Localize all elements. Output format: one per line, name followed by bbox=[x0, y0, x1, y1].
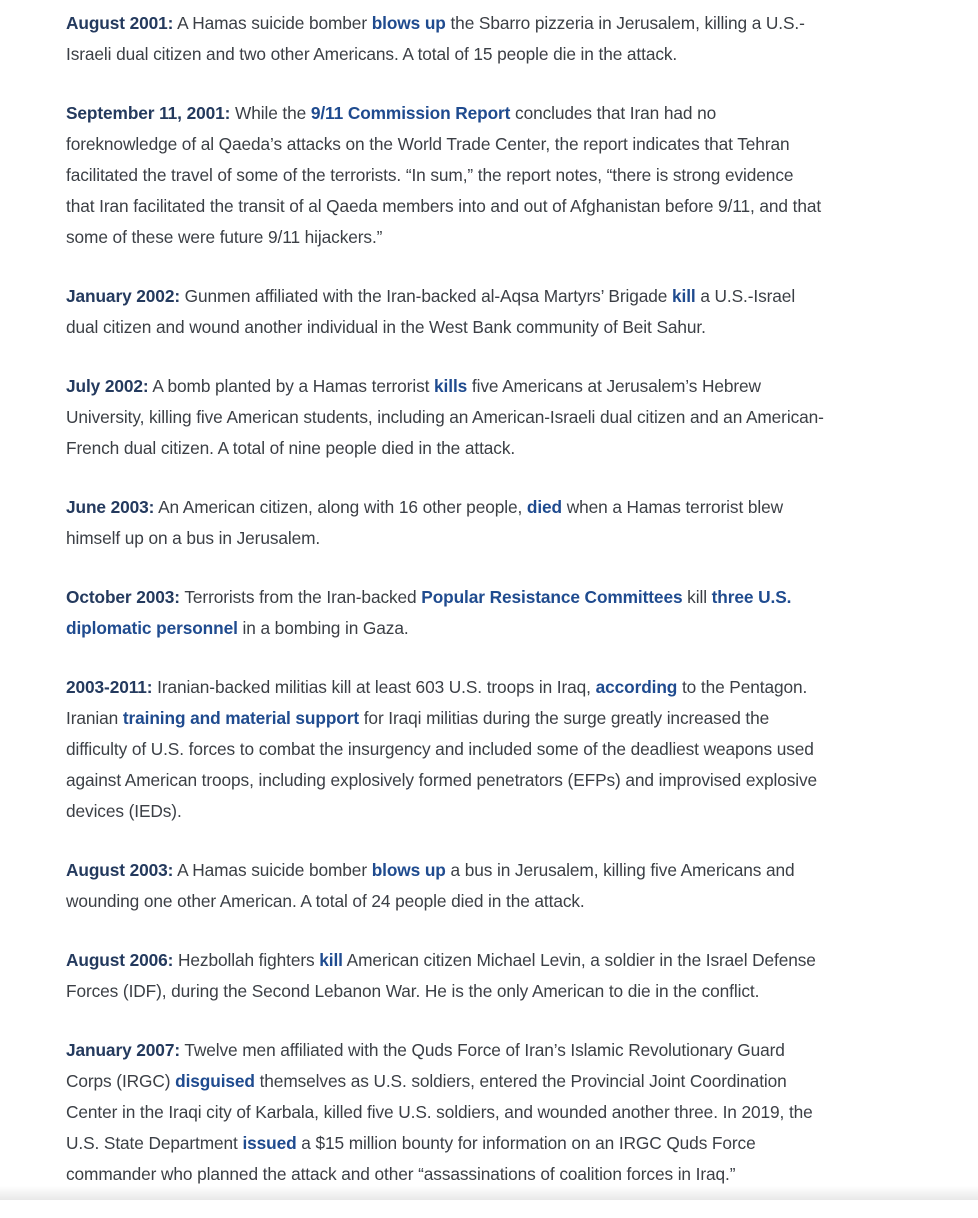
entry-date: August 2001: bbox=[66, 13, 174, 33]
timeline-entry bbox=[66, 98, 826, 253]
timeline-entry bbox=[66, 582, 826, 644]
entry-link[interactable]: training and material support bbox=[122, 708, 360, 728]
entry-text: a $15 million bounty for information on an IRGC Quds Force commander who planned the attack and other “assassinations of coalition forces in Iraq.” bbox=[66, 1133, 756, 1184]
entry-link[interactable]: kills bbox=[434, 376, 468, 396]
entry-text: Hezbollah fighters bbox=[173, 950, 320, 970]
entry-link[interactable]: blows up bbox=[371, 13, 446, 33]
entry-text: Terrorists from the Iran-backed bbox=[179, 587, 422, 607]
entry-link[interactable]: kill bbox=[672, 286, 696, 306]
entry-link[interactable]: blows up bbox=[371, 860, 446, 880]
entry-link[interactable]: died bbox=[526, 497, 563, 517]
entry-text: a bus in Jerusalem, killing five Americans and wounding one other American. A total of 24 people died in the attack. bbox=[66, 860, 795, 911]
entry-link[interactable]: kill bbox=[319, 950, 343, 970]
entry-text: themselves as U.S. soldiers, entered the Provincial Joint Coordination Center in the Iraqi city of Karbala, killed five U.S. soldiers, and wounded another three. In 2019, the U.S. State Department bbox=[66, 1071, 813, 1153]
entry-link[interactable]: issued bbox=[242, 1133, 297, 1153]
entry-link[interactable]: 9/11 Commission Report bbox=[310, 103, 511, 123]
timeline-entry bbox=[66, 1035, 826, 1190]
entry-link[interactable]: disguised bbox=[175, 1071, 255, 1091]
timeline-entry bbox=[66, 281, 826, 343]
entry-text: to the Pentagon. Iranian bbox=[66, 677, 808, 728]
entry-link[interactable]: according bbox=[595, 677, 678, 697]
entry-text: A bomb planted by a Hamas terrorist bbox=[148, 376, 435, 396]
entry-date: July 2002: bbox=[66, 376, 149, 396]
timeline-entry bbox=[66, 492, 826, 554]
entry-text: While the bbox=[230, 103, 311, 123]
entry-text: in a bombing in Gaza. bbox=[237, 618, 409, 638]
entry-text: five Americans at Jerusalem’s Hebrew University, killing five American students, including an American-Israeli dual citizen and an American-French dual citizen. A total of nine people died in the attack. bbox=[66, 376, 824, 458]
timeline-entry bbox=[66, 8, 826, 70]
timeline-entry bbox=[66, 855, 826, 917]
entry-link[interactable]: Popular Resistance Committees bbox=[421, 587, 683, 607]
entry-link[interactable]: three U.S. diplomatic personnel bbox=[66, 587, 792, 638]
entry-text: kill bbox=[682, 587, 712, 607]
bottom-fade bbox=[0, 1186, 978, 1200]
entry-text: A Hamas suicide bomber bbox=[173, 860, 372, 880]
entry-text: for Iraqi militias during the surge greatly increased the difficulty of U.S. forces to combat the insurgency and included some of the deadliest weapons used against American troops, including explosively formed penetrators (EFPs) and improvised explosive devices (IEDs). bbox=[66, 708, 818, 821]
entry-text: concludes that Iran had no foreknowledge of al Qaeda’s attacks on the World Trade Center, the report indicates that Tehran facilitated the travel of some of the terrorists. “In sum,” the report notes, “there is strong evidence that Iran facilitated the transit of al Qaeda members into and out of Afghanistan before 9/11, and that some of these were future 9/11 hijackers.” bbox=[66, 103, 822, 247]
entry-text: American citizen Michael Levin, a soldier in the Israel Defense Forces (IDF), during the Second Lebanon War. He is the only American to die in the conflict. bbox=[66, 950, 816, 1001]
entry-text: the Sbarro pizzeria in Jerusalem, killing a U.S.-Israeli dual citizen and two other Americans. A total of 15 people die in the attack. bbox=[66, 13, 805, 64]
entry-date: January 2007: bbox=[66, 1040, 180, 1060]
entry-text: Iranian-backed militias kill at least 603 U.S. troops in Iraq, bbox=[152, 677, 596, 697]
timeline-article bbox=[66, 8, 826, 1218]
entry-date: 2003-2011: bbox=[66, 677, 153, 697]
entry-date: August 2006: bbox=[66, 950, 174, 970]
timeline-entry bbox=[66, 672, 826, 827]
entry-date: January 2002: bbox=[66, 286, 180, 306]
timeline-entry bbox=[66, 945, 826, 1007]
timeline-entry bbox=[66, 371, 826, 464]
entry-text: a U.S.-Israel dual citizen and wound another individual in the West Bank community of Beit Sahur. bbox=[66, 286, 796, 337]
entry-text: when a Hamas terrorist blew himself up on a bus in Jerusalem. bbox=[66, 497, 783, 548]
entry-text: Gunmen affiliated with the Iran-backed al-Aqsa Martyrs’ Brigade bbox=[179, 286, 672, 306]
entry-text: Twelve men affiliated with the Quds Force of Iran’s Islamic Revolutionary Guard Corps (IRGC) bbox=[66, 1040, 785, 1091]
entry-date: September 11, 2001: bbox=[66, 103, 231, 123]
entry-date: August 2003: bbox=[66, 860, 174, 880]
entry-text: An American citizen, along with 16 other people, bbox=[154, 497, 527, 517]
entry-text: A Hamas suicide bomber bbox=[173, 13, 372, 33]
entry-date: June 2003: bbox=[66, 497, 155, 517]
entry-date: October 2003: bbox=[66, 587, 180, 607]
